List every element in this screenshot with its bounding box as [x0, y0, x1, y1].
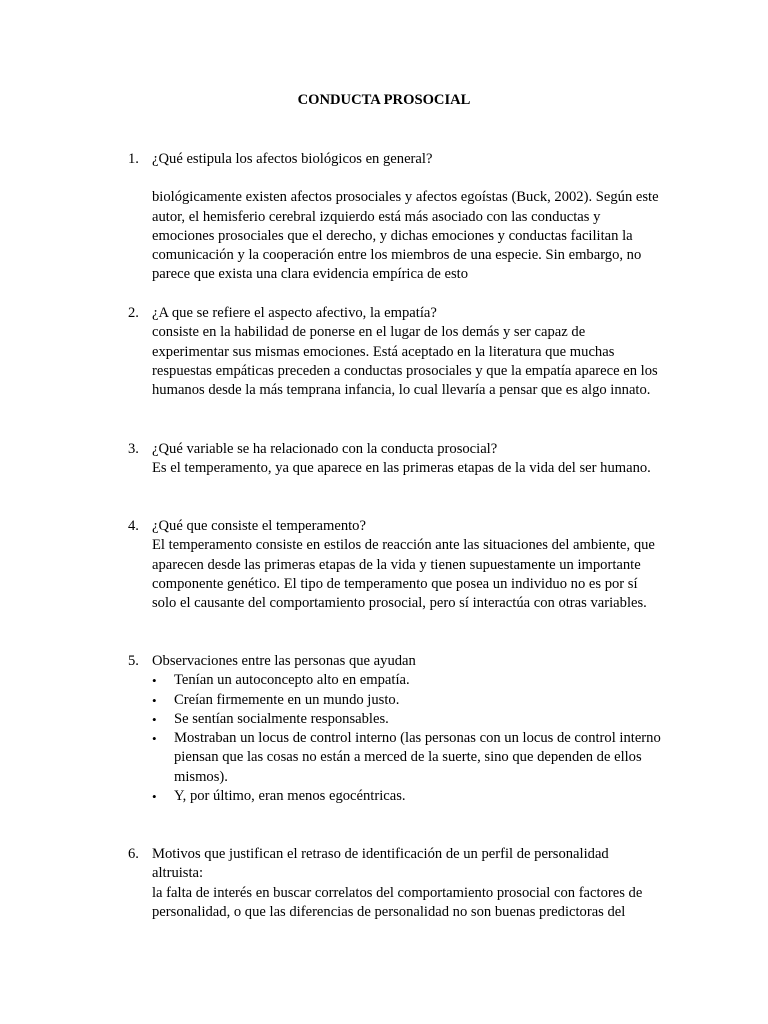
question-block-5 — [128, 652, 663, 806]
question-block-2 — [128, 304, 663, 400]
list-item-text: Mostraban un locus de control interno (las personas con un locus de control interno piensan que las cosas no están a merced de la suerte, sino que dependen de ellos mismos). — [174, 730, 661, 785]
question-number: 2. — [128, 305, 139, 321]
question-number: 3. — [128, 441, 139, 457]
question-number: 5. — [128, 653, 139, 669]
answer-text: consiste en la habilidad de ponerse en el lugar de los demás y ser capaz de experimentar sus mismas emociones. Está aceptado en la literatura que muchas respuestas empáticas preceden a conductas prosociales y que la empatía aparece en los humanos desde la más temprana infancia, lo cual llevaría a pensar que es algo innato. — [152, 324, 658, 399]
list-item — [152, 691, 663, 710]
question-text: Observaciones entre las personas que ayudan — [152, 653, 416, 669]
question-block-3 — [128, 440, 663, 479]
question-text: ¿Qué variable se ha relacionado con la conducta prosocial? — [152, 441, 498, 457]
question-text: ¿Qué que consiste el temperamento? — [152, 518, 366, 534]
bullet-list — [152, 671, 663, 806]
bullet-icon: • — [152, 731, 157, 747]
list-item-text: Tenían un autoconcepto alto en empatía. — [174, 672, 410, 689]
page-title: CONDUCTA PROSOCIAL — [297, 92, 471, 108]
list-item-text: Y, por último, eran menos egocéntricas. — [174, 788, 406, 805]
question-block-1 — [128, 150, 663, 285]
list-item — [152, 710, 663, 729]
question-text: ¿Qué estipula los afectos biológicos en general? — [152, 151, 433, 167]
answer-text: Es el temperamento, ya que aparece en las primeras etapas de la vida del ser humano. — [152, 460, 651, 477]
list-item — [152, 729, 663, 787]
question-block-4 — [128, 517, 663, 613]
question-number: 4. — [128, 518, 139, 534]
question-block-6 — [128, 845, 663, 922]
answer-text: biológicamente existen afectos prosociales y afectos egoístas (Buck, 2002). Según este autor, el hemisferio cerebral izquierdo está más asociado con las conductas y emociones prosociales que el derecho, y dichas emociones y conductas facilitan la comunicación y la cooperación entre los miembros de una especie. Sin embargo, no parece que exista una clara evidencia empírica de esto — [152, 189, 659, 283]
bullet-icon: • — [152, 673, 157, 689]
question-text: Motivos que justifican el retraso de identificación de un perfil de personalidad altruista: — [152, 846, 609, 882]
bullet-icon: • — [152, 711, 157, 727]
bullet-icon: • — [152, 692, 157, 708]
answer-text: la falta de interés en buscar correlatos del comportamiento prosocial con factores de personalidad, o que las diferencias de personalidad no son buenas predictoras del — [152, 884, 643, 920]
list-item — [152, 787, 663, 806]
question-text: ¿A que se refiere el aspecto afectivo, la empatía? — [152, 305, 437, 321]
list-item-text: Creían firmemente en un mundo justo. — [174, 691, 400, 708]
bullet-icon: • — [152, 789, 157, 805]
answer-text: El temperamento consiste en estilos de reacción ante las situaciones del ambiente, que aparecen desde las primeras etapas de la vida y tienen supuestamente un importante componente genético. El tipo de temperamento que posea un individuo no es por sí solo el causante del comportamiento prosocial, pero sí interactúa con otras variables. — [152, 537, 655, 612]
list-item-text: Se sentían socialmente responsables. — [174, 710, 389, 727]
question-number: 6. — [128, 846, 139, 862]
question-number: 1. — [128, 151, 139, 167]
list-item — [152, 671, 663, 690]
